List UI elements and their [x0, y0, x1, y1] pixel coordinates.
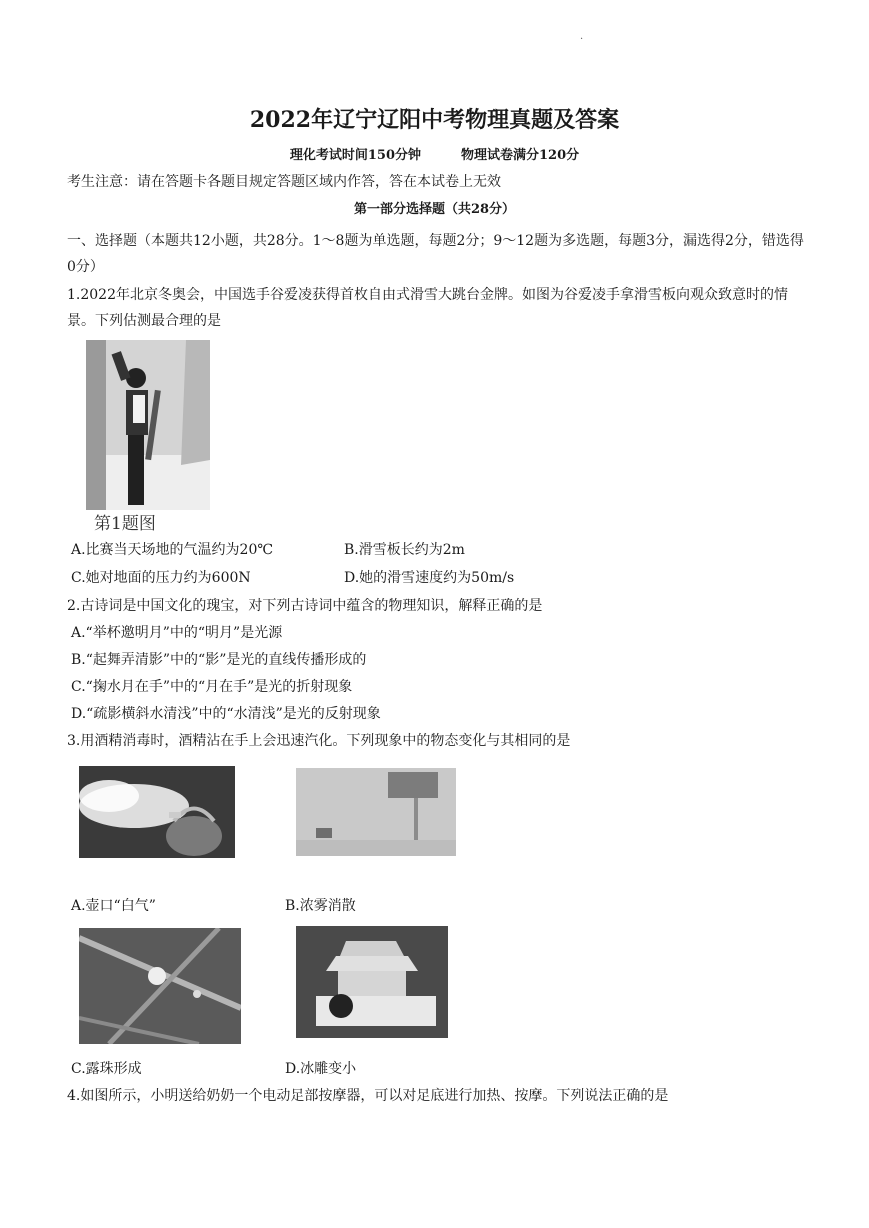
exam-info [0, 146, 869, 166]
q1-stem: 1.2022年北京冬奥会，中国选手谷爱凌获得首枚自由式滑雪大跳台金牌。如图为谷爱凌手拿滑雪板向观众致意时的情景。下列估测最合理的是 [67, 287, 788, 329]
q2-option-d: D.“疏影横斜水清浅”中的“水清浅”是光的反射现象 [71, 706, 381, 722]
q2-option-b: B.“起舞弄清影”中的“影”是光的直线传播形成的 [71, 652, 367, 668]
exam-score: 物理试卷满分120分 [461, 148, 580, 163]
q2-option-a: A.“举杯邀明月”中的“明月”是光源 [71, 625, 283, 641]
q1-photo [86, 340, 210, 510]
q3-option-d: D.冰雕变小 [285, 1061, 357, 1077]
q1-option-d: D.她的滑雪速度约为50m/s [344, 570, 515, 586]
q3-photo-dew [79, 928, 241, 1044]
page-title: 2022年辽宁辽阳中考物理真题及答案 [249, 107, 620, 133]
q1-figure-caption: 第1题图 [94, 514, 156, 534]
q1-option-a: A.比赛当天场地的气温约为20℃ [71, 542, 274, 558]
q2-stem: 2.古诗词是中国文化的瑰宝，对下列古诗词中蕴含的物理知识，解释正确的是 [67, 598, 543, 614]
q3-photo-fog [296, 768, 456, 856]
q3-photo-kettle [79, 766, 235, 858]
corner-mark: · [580, 34, 584, 45]
q1-option-b: B.滑雪板长约为2m [344, 542, 465, 558]
q1-option-c: C.她对地面的压力约为600N [71, 570, 251, 586]
q3-option-b: B.浓雾消散 [285, 898, 356, 914]
q4-stem: 4.如图所示，小明送给奶奶一个电动足部按摩器，可以对足底进行加热、按摩。下列说法正确的是 [67, 1088, 669, 1104]
section-intro: 一、选择题（本题共12小题，共28分。1～8题为单选题，每题2分；9～12题为多选题，每题3分，漏选得2分，错选得0分） [67, 233, 804, 275]
q3-photo-ice-sculpture [296, 926, 448, 1038]
candidate-notice: 考生注意：请在答题卡各题目规定答题区域内作答，答在本试卷上无效 [67, 174, 501, 190]
q3-option-a: A.壶口“白气” [71, 898, 156, 914]
q3-option-c: C.露珠形成 [71, 1061, 142, 1077]
q2-option-c: C.“掬水月在手”中的“月在手”是光的折射现象 [71, 679, 353, 695]
part-heading: 第一部分选择题（共28分） [353, 202, 516, 217]
q3-stem: 3.用酒精消毒时，酒精沾在手上会迅速汽化。下列现象中的物态变化与其相同的是 [67, 733, 571, 749]
exam-time: 理化考试时间150分钟 [289, 148, 421, 163]
